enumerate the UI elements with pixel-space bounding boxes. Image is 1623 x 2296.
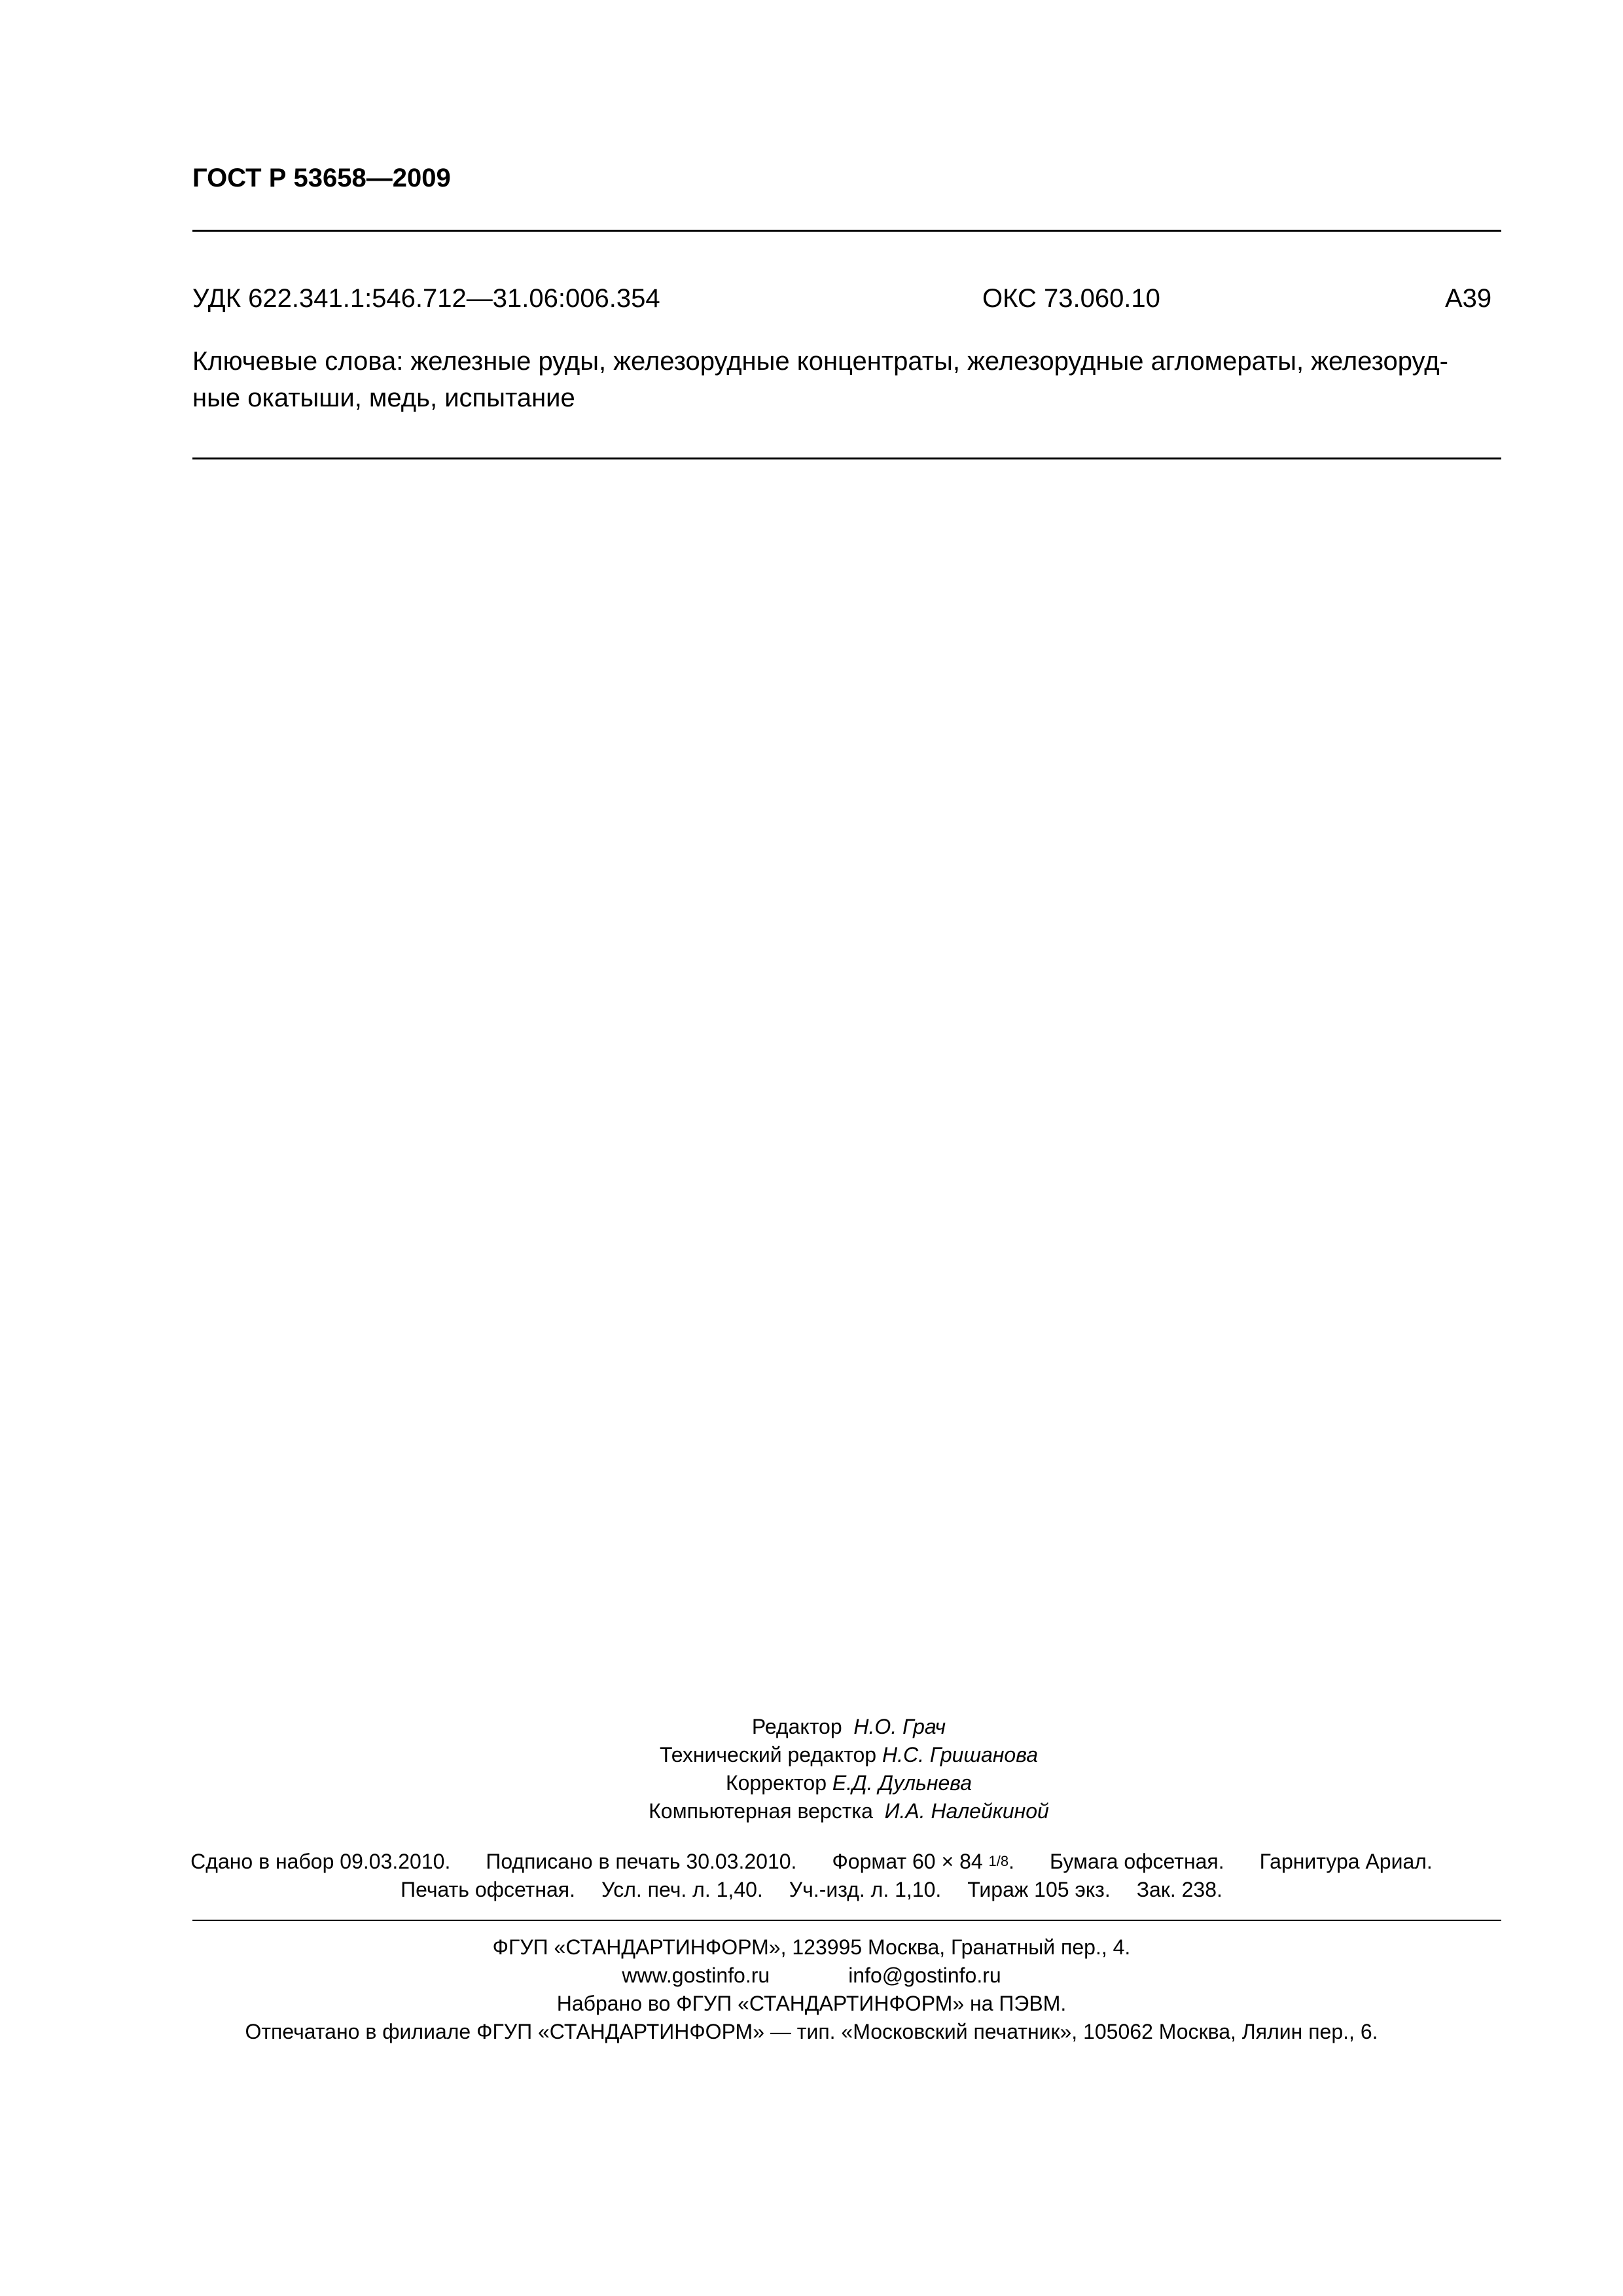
website-link[interactable]: www.gostinfo.ru bbox=[622, 1964, 770, 1987]
imprint-block bbox=[0, 1847, 1623, 1904]
imprint-pub-sheets: Уч.-изд. л. 1,10. bbox=[789, 1878, 942, 1901]
group-code: А39 bbox=[1445, 284, 1492, 313]
keywords-line-2: ные окатыши, медь, испытание bbox=[192, 384, 575, 412]
email-link[interactable]: info@gostinfo.ru bbox=[848, 1964, 1001, 1987]
imprint-line-2 bbox=[0, 1876, 1623, 1904]
credit-proofreader bbox=[0, 1769, 1623, 1797]
credit-person: Н.О. Грач bbox=[853, 1715, 946, 1738]
format-fraction: 1/8 bbox=[988, 1853, 1009, 1869]
imprint-line-1 bbox=[0, 1847, 1623, 1876]
keywords-divider bbox=[192, 457, 1501, 459]
credits-block bbox=[0, 1713, 1623, 1825]
credit-role: Технический редактор bbox=[659, 1743, 877, 1767]
top-divider bbox=[192, 230, 1501, 232]
printed-note: Отпечатано в филиале ФГУП «СТАНДАРТИНФОРМ» — тип. «Московский печатник», 105062 Москва, Лялин пер., 6. bbox=[245, 2020, 1378, 2043]
imprint-typeface: Гарнитура Ариал. bbox=[1259, 1850, 1433, 1873]
credit-layout bbox=[0, 1797, 1623, 1825]
credit-person: Н.С. Гришанова bbox=[882, 1743, 1039, 1767]
imprint-print-sheets: Усл. печ. л. 1,40. bbox=[601, 1878, 763, 1901]
keywords-line-1: Ключевые слова: железные руды, железорудные концентраты, железорудные агломераты, железоруд- bbox=[192, 347, 1448, 376]
credit-tech-editor bbox=[0, 1741, 1623, 1769]
typeset-note: Набрано во ФГУП «СТАНДАРТИНФОРМ» на ПЭВМ. bbox=[556, 1992, 1067, 2015]
keywords-block bbox=[192, 343, 1501, 416]
udk-code: УДК 622.341.1:546.712—31.06:006.354 bbox=[192, 284, 660, 313]
imprint-signed: Подписано в печать 30.03.2010. bbox=[486, 1850, 797, 1873]
publisher-address: ФГУП «СТАНДАРТИНФОРМ», 123995 Москва, Гранатный пер., 4. bbox=[492, 1935, 1131, 1959]
credit-editor bbox=[0, 1713, 1623, 1741]
credit-person: И.А. Налейкиной bbox=[884, 1799, 1049, 1823]
imprint-paper: Бумага офсетная. bbox=[1050, 1850, 1224, 1873]
credit-role: Корректор bbox=[725, 1771, 827, 1795]
imprint-run: Тираж 105 экз. bbox=[967, 1878, 1111, 1901]
imprint-order: Зак. 238. bbox=[1136, 1878, 1222, 1901]
publisher-footer bbox=[0, 1933, 1623, 2046]
credit-role: Компьютерная верстка bbox=[649, 1799, 873, 1823]
credit-role: Редактор bbox=[751, 1715, 842, 1738]
oks-code: ОКС 73.060.10 bbox=[982, 284, 1160, 313]
imprint-format: Формат 60 × 84 1/8. bbox=[832, 1850, 1014, 1873]
document-code: ГОСТ Р 53658—2009 bbox=[192, 164, 451, 192]
imprint-print-type: Печать офсетная. bbox=[401, 1878, 576, 1901]
imprint-divider bbox=[192, 1920, 1501, 1921]
imprint-submitted: Сдано в набор 09.03.2010. bbox=[190, 1850, 451, 1873]
publisher-contacts bbox=[0, 1962, 1623, 1990]
credit-person: Е.Д. Дульнева bbox=[832, 1771, 972, 1795]
